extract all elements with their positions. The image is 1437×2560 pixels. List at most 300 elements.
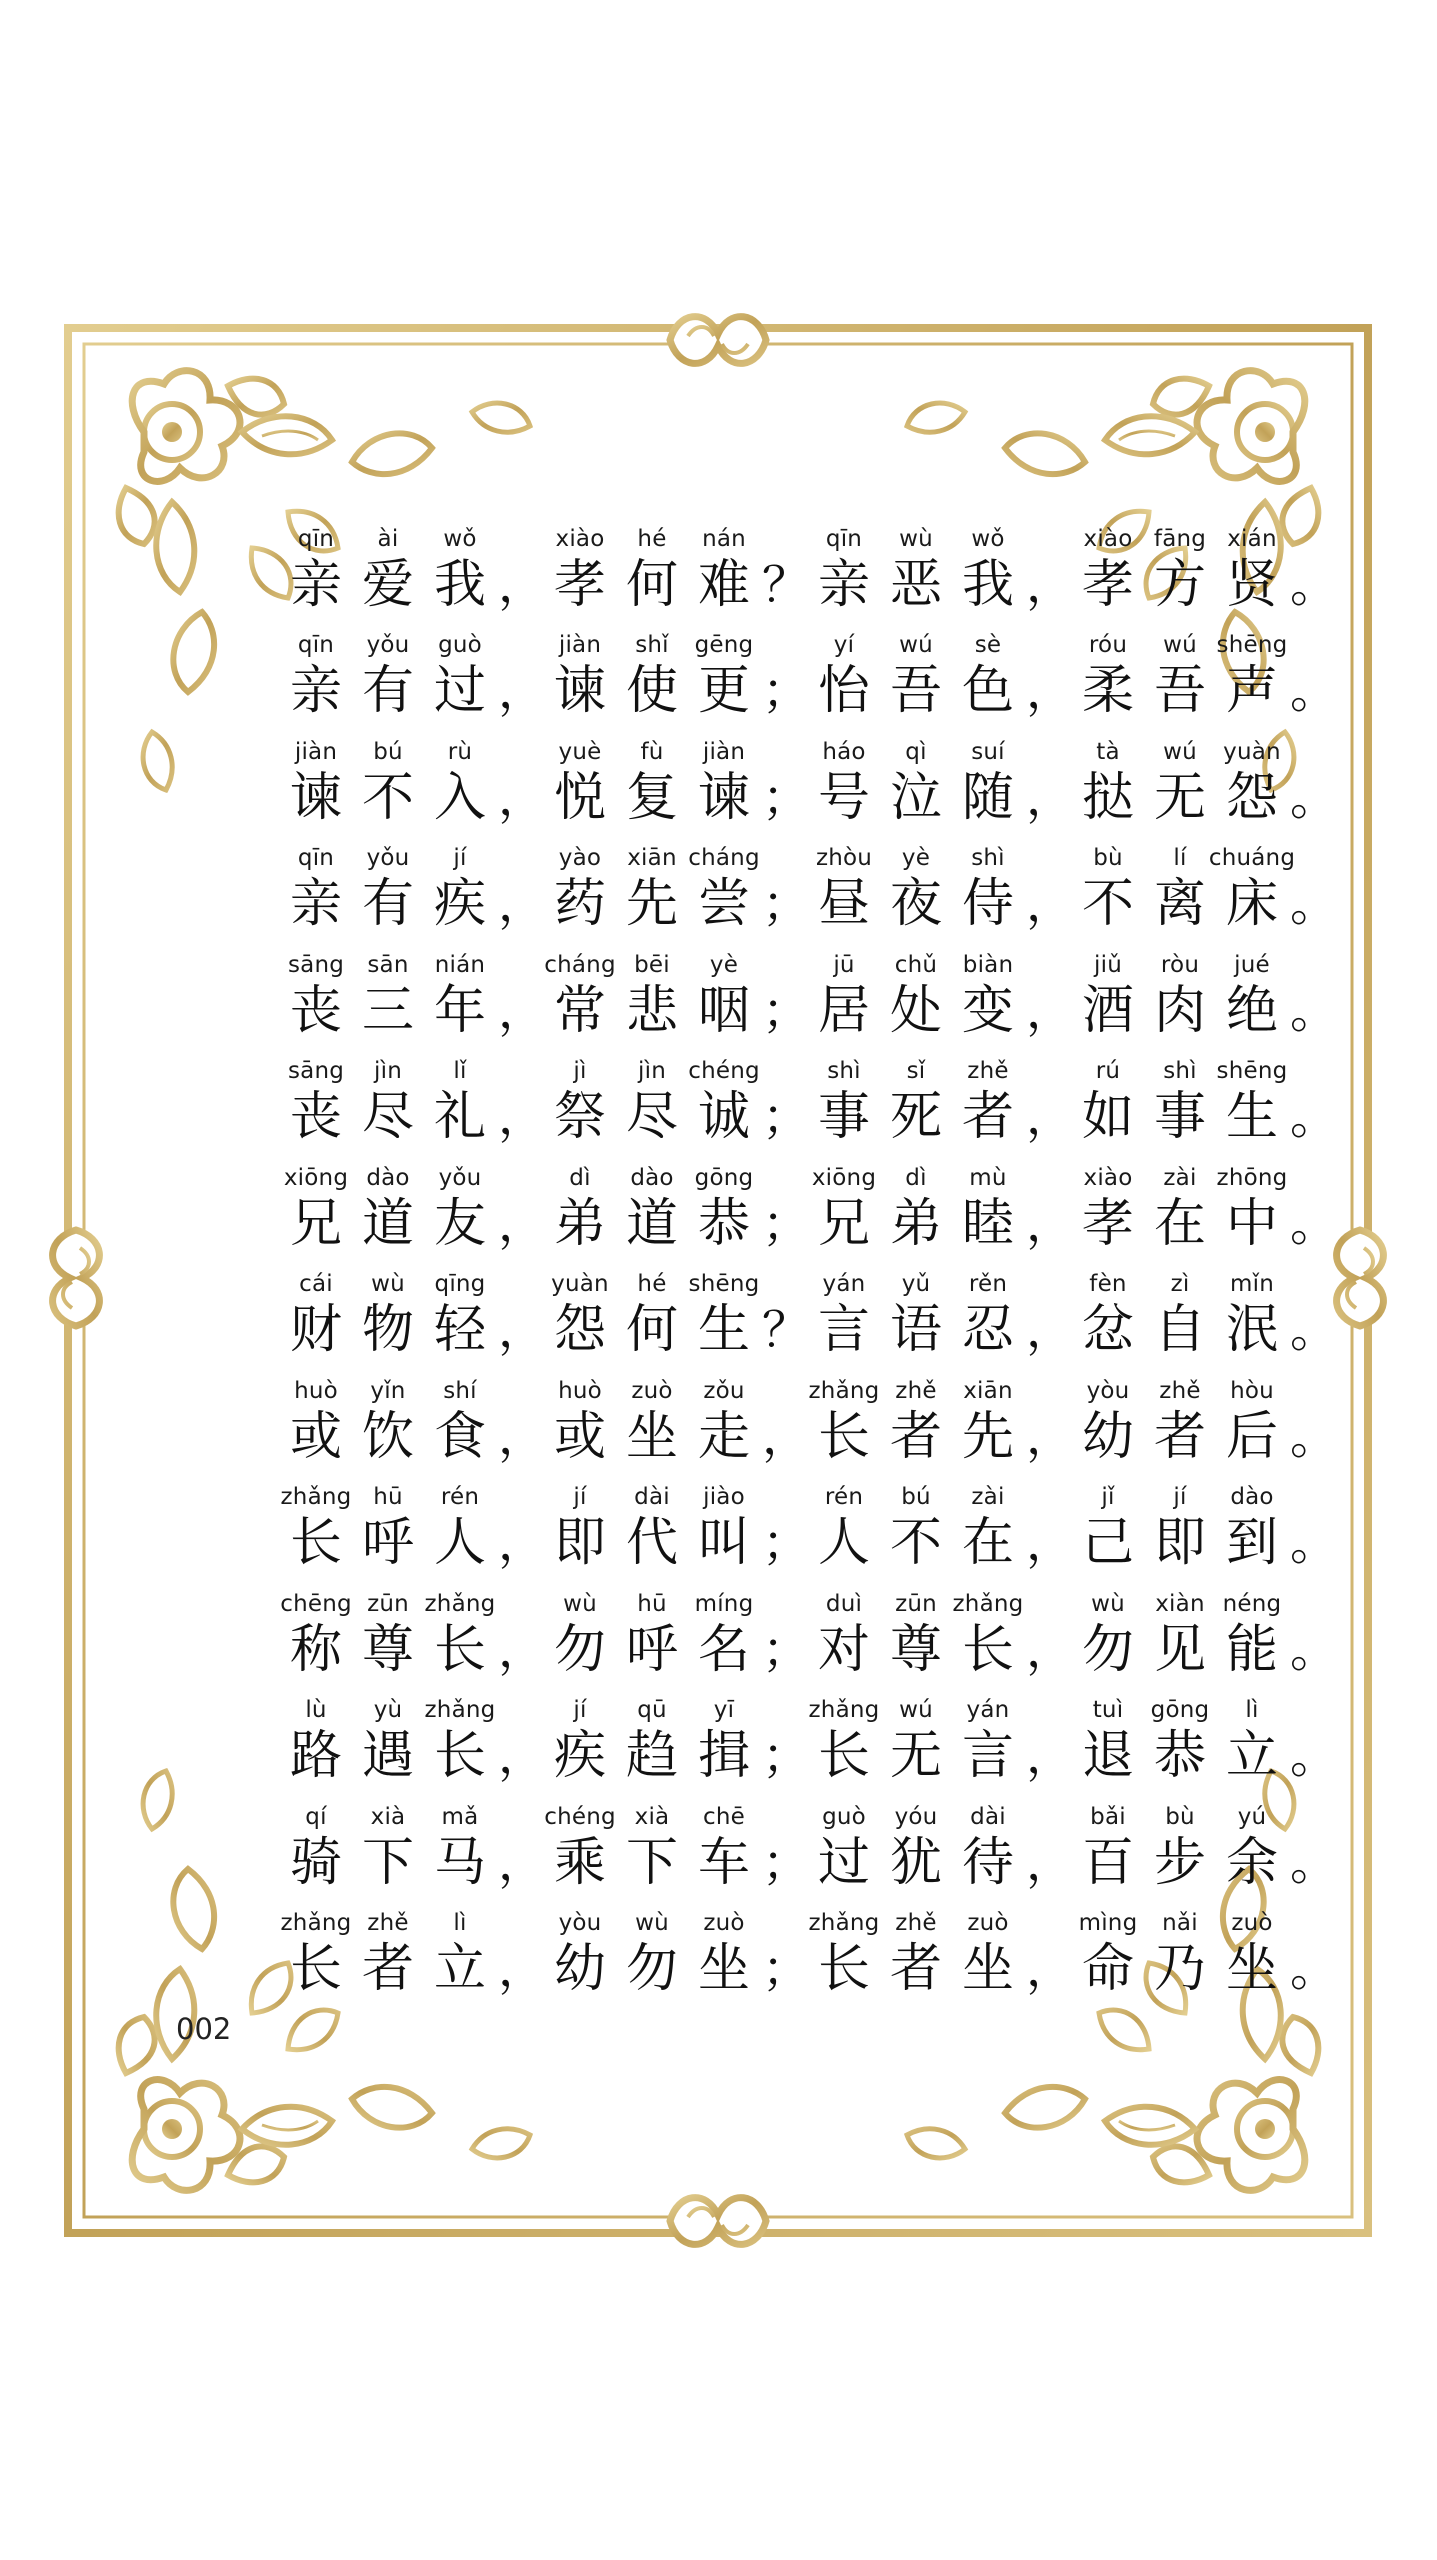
character-cell: [808, 631, 880, 723]
character-cell: [280, 1164, 352, 1256]
pinyin: shì: [1163, 1058, 1197, 1084]
character-cell: [808, 951, 880, 1043]
pinyin: jǐ: [1101, 1484, 1115, 1510]
hanzi: 立: [1225, 1726, 1278, 1786]
hanzi: 泣: [889, 767, 942, 828]
hanzi: 坐: [1225, 1939, 1278, 1999]
character-cell: [1144, 1270, 1216, 1362]
hanzi: 诚: [697, 1087, 750, 1147]
punctuation: ？: [762, 556, 811, 613]
pinyin: hé: [637, 525, 667, 552]
verse-line: [280, 723, 1339, 830]
character-cell: [424, 525, 496, 617]
pinyin: wù: [371, 1271, 405, 1297]
verse-phrase: [1072, 631, 1339, 723]
hanzi: 者: [889, 1939, 942, 1999]
character-cell: [352, 1483, 424, 1575]
verse-line: [280, 617, 1339, 724]
character-cell: [424, 1164, 496, 1256]
pinyin: dào: [1230, 1484, 1274, 1510]
pinyin: chēng: [280, 1590, 352, 1617]
pinyin: yǔ: [901, 1271, 931, 1297]
pinyin: zhǎng: [280, 1910, 352, 1936]
punctuation: ，: [498, 1728, 547, 1784]
verse-line: [280, 1362, 1339, 1469]
character-cell: [1144, 1803, 1216, 1895]
hanzi: 百: [1081, 1832, 1134, 1893]
character-cell: [1216, 1164, 1288, 1256]
pinyin: sǐ: [906, 1058, 926, 1084]
character-cell: [544, 1909, 616, 2001]
hanzi: 变: [961, 980, 1014, 1041]
verse-phrase: [808, 1057, 1075, 1149]
pinyin: zūn: [895, 1590, 937, 1617]
character-cell: [544, 525, 616, 617]
hanzi: 不: [1081, 874, 1134, 934]
character-cell: [352, 1803, 424, 1895]
pinyin: gōng: [1150, 1697, 1210, 1723]
hanzi: 生: [1225, 1087, 1278, 1147]
pinyin: néng: [1222, 1590, 1282, 1617]
hanzi: 道: [625, 1193, 678, 1254]
character-cell: [1072, 738, 1144, 830]
hanzi: 我: [433, 554, 486, 615]
character-cell: [880, 1057, 952, 1149]
character-cell: [1144, 844, 1216, 936]
character-cell: [280, 1803, 352, 1895]
character-cell: [1216, 525, 1288, 617]
pinyin: chǔ: [894, 951, 938, 978]
pinyin: mìng: [1078, 1910, 1138, 1936]
character-cell: [952, 1164, 1024, 1256]
hanzi: 恭: [1153, 1726, 1206, 1786]
verse-phrase: [1072, 1909, 1339, 2001]
pinyin: zhě: [1159, 1377, 1201, 1404]
character-cell: [1072, 1483, 1144, 1575]
character-cell: [1144, 1483, 1216, 1575]
verse-phrase: [280, 1803, 547, 1895]
punctuation: 。: [1290, 1621, 1339, 1678]
verse-phrase: [544, 1696, 811, 1788]
hanzi: 色: [961, 661, 1014, 721]
character-cell: [688, 1803, 760, 1895]
character-cell: [880, 1696, 952, 1788]
character-cell: [424, 631, 496, 723]
hanzi: 能: [1225, 1619, 1278, 1680]
pinyin: yī: [713, 1697, 735, 1723]
character-cell: [616, 1377, 688, 1469]
pinyin: yǒu: [366, 845, 410, 871]
pinyin: rù: [447, 738, 473, 765]
pinyin: yào: [558, 845, 602, 871]
pinyin: zài: [1163, 1164, 1197, 1191]
hanzi: 称: [289, 1619, 342, 1680]
hanzi: 名: [697, 1619, 750, 1680]
pinyin: bēi: [634, 951, 670, 978]
pinyin: zhòu: [815, 845, 873, 871]
character-cell: [808, 1057, 880, 1149]
character-cell: [1216, 1483, 1288, 1575]
hanzi: 尝: [697, 874, 750, 934]
character-cell: [544, 1057, 616, 1149]
pinyin: gēng: [694, 632, 754, 658]
pinyin: yè: [709, 951, 739, 978]
character-cell: [880, 1270, 952, 1362]
pinyin: xiōng: [283, 1164, 349, 1191]
pinyin: fāng: [1153, 525, 1207, 552]
punctuation: ，: [1026, 1408, 1075, 1465]
verse-phrase: [808, 1164, 1075, 1256]
hanzi: 尽: [625, 1087, 678, 1147]
pinyin: xiàn: [1155, 1590, 1205, 1617]
verse-line: [280, 510, 1339, 617]
verse-phrase: [544, 1803, 811, 1895]
hanzi: 酒: [1081, 980, 1134, 1041]
pinyin: shǐ: [635, 632, 669, 658]
pinyin: dì: [569, 1164, 591, 1191]
pinyin: jìn: [374, 1058, 402, 1084]
hanzi: 退: [1081, 1726, 1134, 1786]
character-cell: [544, 1164, 616, 1256]
hanzi: 恶: [889, 554, 942, 615]
hanzi: 吾: [1153, 661, 1206, 721]
hanzi: 勿: [553, 1619, 606, 1680]
hanzi: 趋: [625, 1726, 678, 1786]
pinyin: qīn: [297, 845, 335, 871]
character-cell: [544, 738, 616, 830]
pinyin: jiào: [703, 1484, 745, 1510]
punctuation: ，: [498, 1089, 547, 1145]
character-cell: [1144, 525, 1216, 617]
character-cell: [616, 1590, 688, 1682]
pinyin: yí: [833, 632, 855, 658]
pinyin: xià: [634, 1803, 670, 1830]
hanzi: 谏: [289, 767, 342, 828]
pinyin: rěn: [968, 1271, 1008, 1297]
pinyin: guò: [822, 1803, 866, 1830]
verse-phrase: [1072, 738, 1339, 830]
verse-line: [280, 1256, 1339, 1363]
punctuation: 。: [1290, 876, 1339, 932]
character-cell: [616, 1483, 688, 1575]
pinyin: yán: [822, 1271, 866, 1297]
hanzi: 中: [1225, 1193, 1278, 1254]
character-cell: [688, 1057, 760, 1149]
character-cell: [808, 844, 880, 936]
pinyin: zhě: [967, 1058, 1009, 1084]
character-cell: [352, 951, 424, 1043]
pinyin: sè: [974, 632, 1002, 658]
hanzi: 长: [817, 1726, 870, 1786]
hanzi: 亲: [289, 554, 342, 615]
character-cell: [1216, 1696, 1288, 1788]
character-cell: [952, 1270, 1024, 1362]
hanzi: 忿: [1081, 1300, 1134, 1360]
pinyin: sāng: [287, 951, 345, 978]
character-cell: [1216, 1803, 1288, 1895]
character-cell: [1216, 1909, 1288, 2001]
pinyin: mù: [969, 1164, 1007, 1191]
pinyin: wǒ: [971, 525, 1005, 552]
hanzi: 坐: [697, 1939, 750, 1999]
pinyin: zhǎng: [424, 1697, 496, 1723]
character-cell: [1144, 951, 1216, 1043]
pinyin: sān: [367, 951, 409, 978]
verse-line: [280, 1469, 1339, 1576]
hanzi: 长: [817, 1939, 870, 1999]
character-cell: [1144, 1164, 1216, 1256]
punctuation: ，: [498, 1302, 547, 1358]
pinyin: bú: [901, 1484, 931, 1510]
hanzi: 离: [1153, 874, 1206, 934]
pinyin: huò: [294, 1377, 338, 1404]
punctuation: 。: [1290, 982, 1339, 1039]
hanzi: 饮: [361, 1406, 414, 1467]
hanzi: 疾: [433, 874, 486, 934]
pinyin: yóu: [894, 1803, 938, 1830]
pinyin: shí: [443, 1377, 477, 1404]
hanzi: 马: [433, 1832, 486, 1893]
punctuation: ，: [498, 982, 547, 1039]
verse-line: [280, 830, 1339, 937]
character-cell: [280, 1909, 352, 2001]
character-cell: [544, 1483, 616, 1575]
verse-phrase: [808, 525, 1075, 617]
character-cell: [352, 1590, 424, 1682]
character-cell: [952, 1483, 1024, 1575]
character-cell: [280, 525, 352, 617]
character-cell: [1072, 951, 1144, 1043]
pinyin: jiàn: [294, 738, 338, 765]
pinyin: xiào: [1083, 525, 1133, 552]
character-cell: [808, 738, 880, 830]
pinyin: cháng: [688, 845, 760, 871]
character-cell: [1216, 1270, 1288, 1362]
pinyin: zǒu: [703, 1377, 745, 1404]
verse-phrase: [544, 631, 811, 723]
character-cell: [424, 1909, 496, 2001]
pinyin: chuáng: [1208, 845, 1296, 871]
pinyin: wú: [899, 1697, 933, 1723]
character-cell: [1216, 951, 1288, 1043]
hanzi: 有: [361, 661, 414, 721]
hanzi: 尊: [361, 1619, 414, 1680]
hanzi: 不: [889, 1513, 942, 1573]
hanzi: 死: [889, 1087, 942, 1147]
verse-phrase: [1072, 1590, 1339, 1682]
hanzi: 如: [1081, 1087, 1134, 1147]
pinyin: lì: [1245, 1697, 1259, 1723]
hanzi: 三: [361, 980, 414, 1041]
character-cell: [808, 1590, 880, 1682]
pinyin: shēng: [1216, 1058, 1288, 1084]
hanzi: 夜: [889, 874, 942, 934]
character-cell: [1144, 738, 1216, 830]
hanzi: 方: [1153, 554, 1206, 615]
character-cell: [1144, 1590, 1216, 1682]
character-cell: [880, 1377, 952, 1469]
hanzi: 过: [433, 661, 486, 721]
pinyin: fù: [640, 738, 664, 765]
pinyin: zhǎng: [808, 1910, 880, 1936]
punctuation: ，: [1026, 663, 1075, 719]
pinyin: yuè: [558, 738, 602, 765]
character-cell: [424, 1696, 496, 1788]
verse-line: [280, 1788, 1339, 1895]
hanzi: 在: [961, 1513, 1014, 1573]
hanzi: 幼: [553, 1939, 606, 1999]
character-cell: [424, 1803, 496, 1895]
character-cell: [616, 844, 688, 936]
character-cell: [1072, 1270, 1144, 1362]
punctuation: ；: [762, 663, 811, 719]
pinyin: guò: [438, 632, 482, 658]
character-cell: [688, 1377, 760, 1469]
pinyin: yú: [1237, 1803, 1267, 1830]
hanzi: 人: [817, 1513, 870, 1573]
character-cell: [880, 1803, 952, 1895]
character-cell: [616, 1909, 688, 2001]
hanzi: 孝: [1081, 1193, 1134, 1254]
character-cell: [1144, 1377, 1216, 1469]
punctuation: ，: [498, 876, 547, 932]
hanzi: 财: [289, 1300, 342, 1360]
punctuation: ；: [762, 1515, 811, 1571]
character-cell: [352, 631, 424, 723]
hanzi: 先: [625, 874, 678, 934]
verse-phrase: [544, 1590, 811, 1682]
pinyin: bǎi: [1090, 1803, 1126, 1830]
character-cell: [424, 1270, 496, 1362]
pinyin: rén: [440, 1484, 480, 1510]
hanzi: 立: [433, 1939, 486, 1999]
hanzi: 者: [361, 1939, 414, 1999]
punctuation: ，: [1026, 1728, 1075, 1784]
hanzi: 走: [697, 1406, 750, 1467]
punctuation: ，: [1026, 1195, 1075, 1252]
pinyin: zūn: [367, 1590, 409, 1617]
verse-line: [280, 1149, 1339, 1256]
character-cell: [688, 738, 760, 830]
hanzi: 兄: [817, 1193, 870, 1254]
hanzi: 事: [1153, 1087, 1206, 1147]
pinyin: xià: [370, 1803, 406, 1830]
pinyin: zuò: [967, 1910, 1009, 1936]
character-cell: [808, 525, 880, 617]
pinyin: zhōng: [1216, 1164, 1288, 1191]
hanzi: 坐: [625, 1406, 678, 1467]
punctuation: ，: [1026, 1834, 1075, 1891]
hanzi: 尊: [889, 1619, 942, 1680]
hanzi: 谏: [697, 767, 750, 828]
character-cell: [280, 1057, 352, 1149]
pinyin: zài: [971, 1484, 1005, 1510]
pinyin: jiǔ: [1094, 951, 1122, 978]
pinyin: jí: [453, 845, 467, 871]
character-cell: [688, 844, 760, 936]
punctuation: ；: [762, 1621, 811, 1678]
hanzi: 丧: [289, 1087, 342, 1147]
hanzi: 言: [817, 1300, 870, 1360]
pinyin: hū: [373, 1484, 403, 1510]
verse-phrase: [280, 844, 547, 936]
hanzi: 处: [889, 980, 942, 1041]
verse-phrase: [544, 738, 811, 830]
hanzi: 爱: [361, 554, 414, 615]
pinyin: jiàn: [558, 632, 602, 658]
character-cell: [1072, 1909, 1144, 2001]
verse-phrase: [808, 631, 1075, 723]
pinyin: jí: [573, 1484, 587, 1510]
pinyin: wú: [1163, 632, 1197, 658]
verse-phrase: [808, 1696, 1075, 1788]
character-cell: [616, 1270, 688, 1362]
hanzi: 友: [433, 1193, 486, 1254]
character-cell: [280, 951, 352, 1043]
pinyin: mǐn: [1230, 1271, 1274, 1297]
hanzi: 谏: [553, 661, 606, 721]
pinyin: qīn: [297, 525, 335, 552]
pinyin: shì: [971, 845, 1005, 871]
hanzi: 路: [289, 1726, 342, 1786]
punctuation: ，: [498, 1834, 547, 1891]
punctuation: ；: [762, 1195, 811, 1252]
character-cell: [880, 1483, 952, 1575]
character-cell: [544, 1696, 616, 1788]
pinyin: zuò: [703, 1910, 745, 1936]
character-cell: [808, 1803, 880, 1895]
character-cell: [1144, 1696, 1216, 1788]
pinyin: zì: [1170, 1271, 1190, 1297]
hanzi: 无: [889, 1726, 942, 1786]
character-cell: [952, 1803, 1024, 1895]
pinyin: háo: [822, 738, 866, 765]
pinyin: yù: [373, 1697, 403, 1723]
character-cell: [1144, 1909, 1216, 2001]
hanzi: 步: [1153, 1832, 1206, 1893]
hanzi: 者: [1153, 1406, 1206, 1467]
punctuation: ，: [498, 769, 547, 826]
pinyin: chē: [703, 1803, 745, 1830]
character-cell: [688, 1270, 760, 1362]
punctuation: ，: [498, 556, 547, 613]
verse-phrase: [1072, 1270, 1339, 1362]
hanzi: 礼: [433, 1087, 486, 1147]
character-cell: [688, 1164, 760, 1256]
character-cell: [880, 1164, 952, 1256]
pinyin: hòu: [1230, 1377, 1274, 1404]
character-cell: [544, 1590, 616, 1682]
character-cell: [616, 1164, 688, 1256]
hanzi: 难: [697, 554, 750, 615]
character-cell: [616, 631, 688, 723]
punctuation: ，: [498, 1621, 547, 1678]
punctuation: ；: [762, 1941, 811, 1997]
hanzi: 遇: [361, 1726, 414, 1786]
verse-phrase: [1072, 1377, 1339, 1469]
hanzi: 何: [625, 554, 678, 615]
verse-phrase: [280, 1483, 547, 1575]
punctuation: ，: [498, 1195, 547, 1252]
hanzi: 犹: [889, 1832, 942, 1893]
punctuation: ，: [1026, 1515, 1075, 1571]
character-cell: [544, 631, 616, 723]
punctuation: 。: [1290, 1941, 1339, 1997]
hanzi: 绝: [1225, 980, 1278, 1041]
character-cell: [352, 1696, 424, 1788]
character-cell: [352, 1057, 424, 1149]
character-cell: [952, 844, 1024, 936]
